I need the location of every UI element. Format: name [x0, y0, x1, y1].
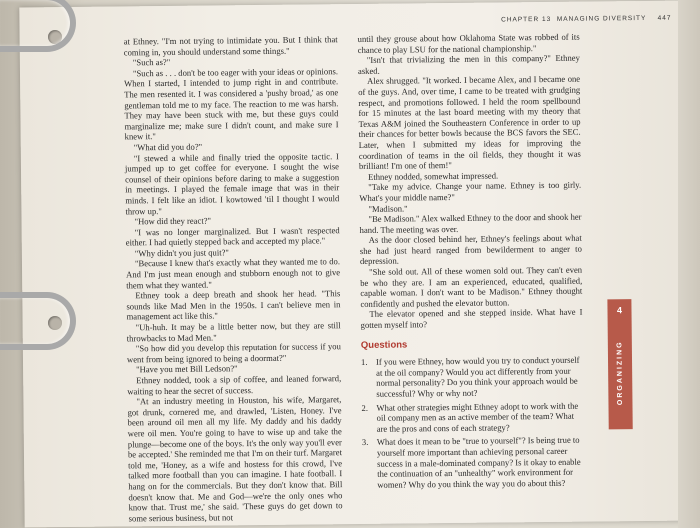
question-number: 2. [361, 402, 369, 413]
paragraph: Ethney took a deep breath and shook her head. "This sounds like Mad Men in the 1950s. I can't believe men in management act like this." [126, 288, 341, 322]
paragraph: "Such as . . . don't be too eager with your ideas or opinions. When I started, I intended to jump right in and contribute. The men resented it. I was considered a 'pushy broad,' as one gentleman told me to my face. The reaction to me was harsh. They may have been stuck with me, but these guys could marginalize me; make sure I didn't count, and make sure I knew it." [124, 65, 339, 142]
paragraph: "How did they react?" [134, 215, 212, 227]
paragraph: "Why didn't you just quit?" [134, 247, 229, 259]
section-tab [607, 299, 632, 429]
paragraph: The elevator opened and she stepped inside. What have I gotten myself into? [360, 307, 583, 330]
paragraph: "So how did you develop this reputation for success if you went from being ignored to being a doormat?" [126, 341, 341, 365]
section-tab-number: 4 [616, 305, 623, 316]
page-number: 447 [657, 14, 672, 22]
paragraph: "Because I knew that's exactly what they wanted me to do. And I'm just mean enough and stubborn enough not to give them what they wanted." [126, 256, 341, 291]
page-edge [678, 0, 700, 528]
paragraph: "Be Madison." Alex walked Ethney to the door and shook her hand. The meeting was over. [359, 211, 582, 235]
book-page [19, 1, 692, 528]
paragraph: at Ethney. "I'm not trying to intimidate you. But I think that coming in, you should understand some things." [123, 34, 338, 58]
question-item [361, 355, 583, 400]
paragraph: "Isn't that trivializing the men in this company?" Ethney asked. [357, 52, 580, 76]
paragraph: "I stewed a while and finally tried the opposite tactic. I jumped up to get coffee for everyone. I sought the wise counsel of their opinions before daring to make a suggestion in meetings. I played the female image that was in their minds. I felt like an idiot. I kowtowed 'til I thought I would throw up." [124, 150, 340, 216]
running-head [371, 15, 671, 25]
binder-ring [0, 292, 76, 350]
question-item [362, 435, 585, 490]
question-number: 3. [361, 437, 369, 448]
left-column [124, 34, 343, 524]
paragraph: until they grouse about how Oklahoma State was robbed of its chance to play LSU for the national championship." [357, 31, 580, 55]
chapter-label: CHAPTER 13 [501, 15, 552, 24]
questions-heading: Questions [360, 339, 408, 351]
paragraph: Ethney nodded, somewhat impressed. [368, 170, 499, 182]
paragraph: "At an industry meeting in Houston, his wife, Margaret, got drunk, cornered me, and drawled, 'Listen, Honey. I've been around oil men all my life. My daddy and his daddy were oil men. You're going to have to wise up and take the plunge—become one of the boys. It's the only way you'll ever be accepted.' She reminded me that I'm on their turf. Margaret told me, 'Honey, as a wife and hostess for this crowd, I've talked more football than you can imagine. I hate football. I hang on for the commercials. But they don't know that. Bill doesn't know that. Me and God—we're the only ones who know that. Trust me,' she said. 'These guys do get down to some serious business, but not [127, 394, 343, 524]
paragraph: Ethney nodded, took a sip of coffee, and leaned forward, waiting to hear the secret of success. [127, 373, 342, 396]
right-column [358, 32, 585, 494]
binder-ring [0, 0, 76, 52]
paragraph: "Have you met Bill Ledson?" [136, 363, 238, 375]
paragraph: Alex shrugged. "It worked. I became Alex, and I became one of the guys. And, over time, I came to be treated with grudging respect, and promotions followed. I held the room spellbound for 15 minutes at the last board meeting with my theory that Texas A&M joined the Southeastern Conference in order to up their chances for better bowls because the BCS favors the SEC. Later, when I submitted my ideas for improving the coordination of teams in the oil fields, they thought it was brilliant! I'm one of them!" [358, 74, 581, 172]
paragraph: "Such as?" [132, 57, 171, 68]
chapter-title: MANAGING DIVERSITY [556, 14, 647, 23]
right-column-text [358, 32, 583, 331]
paragraph: "What did you do?" [133, 141, 203, 153]
question-text: What does it mean to be "true to yourself"? Is being true to yourself more important than achieving personal career success in a male-dominated company? Is it okay to enable the continuation of an "unhealthy" work environment for women? Why do you think the way you do about this? [376, 435, 581, 490]
section-tab-label: ORGANIZING [616, 340, 624, 406]
question-text: If you were Ethney, how would you try to conduct yourself at the oil company? Would you act differently from your normal personality? Do you think your approach would be successful? Why or why not? [375, 354, 580, 399]
question-number: 1. [360, 357, 368, 368]
paragraph: "Uh-huh. It may be a little better now, but they are still throwbacks to Mad Men." [126, 320, 341, 344]
questions-list [361, 355, 584, 490]
question-text: What other strategies might Ethney adopt to work with the oil company men as an active member of the team? What are the pros and cons of each strategy? [376, 400, 579, 434]
paragraph: "Take my advice. Change your name. Ethney is too girly. What's your middle name?" [359, 179, 582, 203]
paragraph: As the door closed behind her, Ethney's feelings about what she had just heard ranged from bewilderment to anger to depression. [359, 232, 582, 267]
question-item [361, 400, 583, 434]
paragraph: "She sold out. All of these women sold out. They can't even be who they are. I am an experienced, educated, qualified, capable woman. I don't want to be Madison." Ethney thought confidently and pushed the elevator button. [360, 264, 583, 309]
paragraph: "I was no longer marginalized. But I wasn't respected either. I had quietly stepped back and accepted my place." [125, 224, 340, 248]
paragraph: "Madison." [368, 202, 408, 214]
